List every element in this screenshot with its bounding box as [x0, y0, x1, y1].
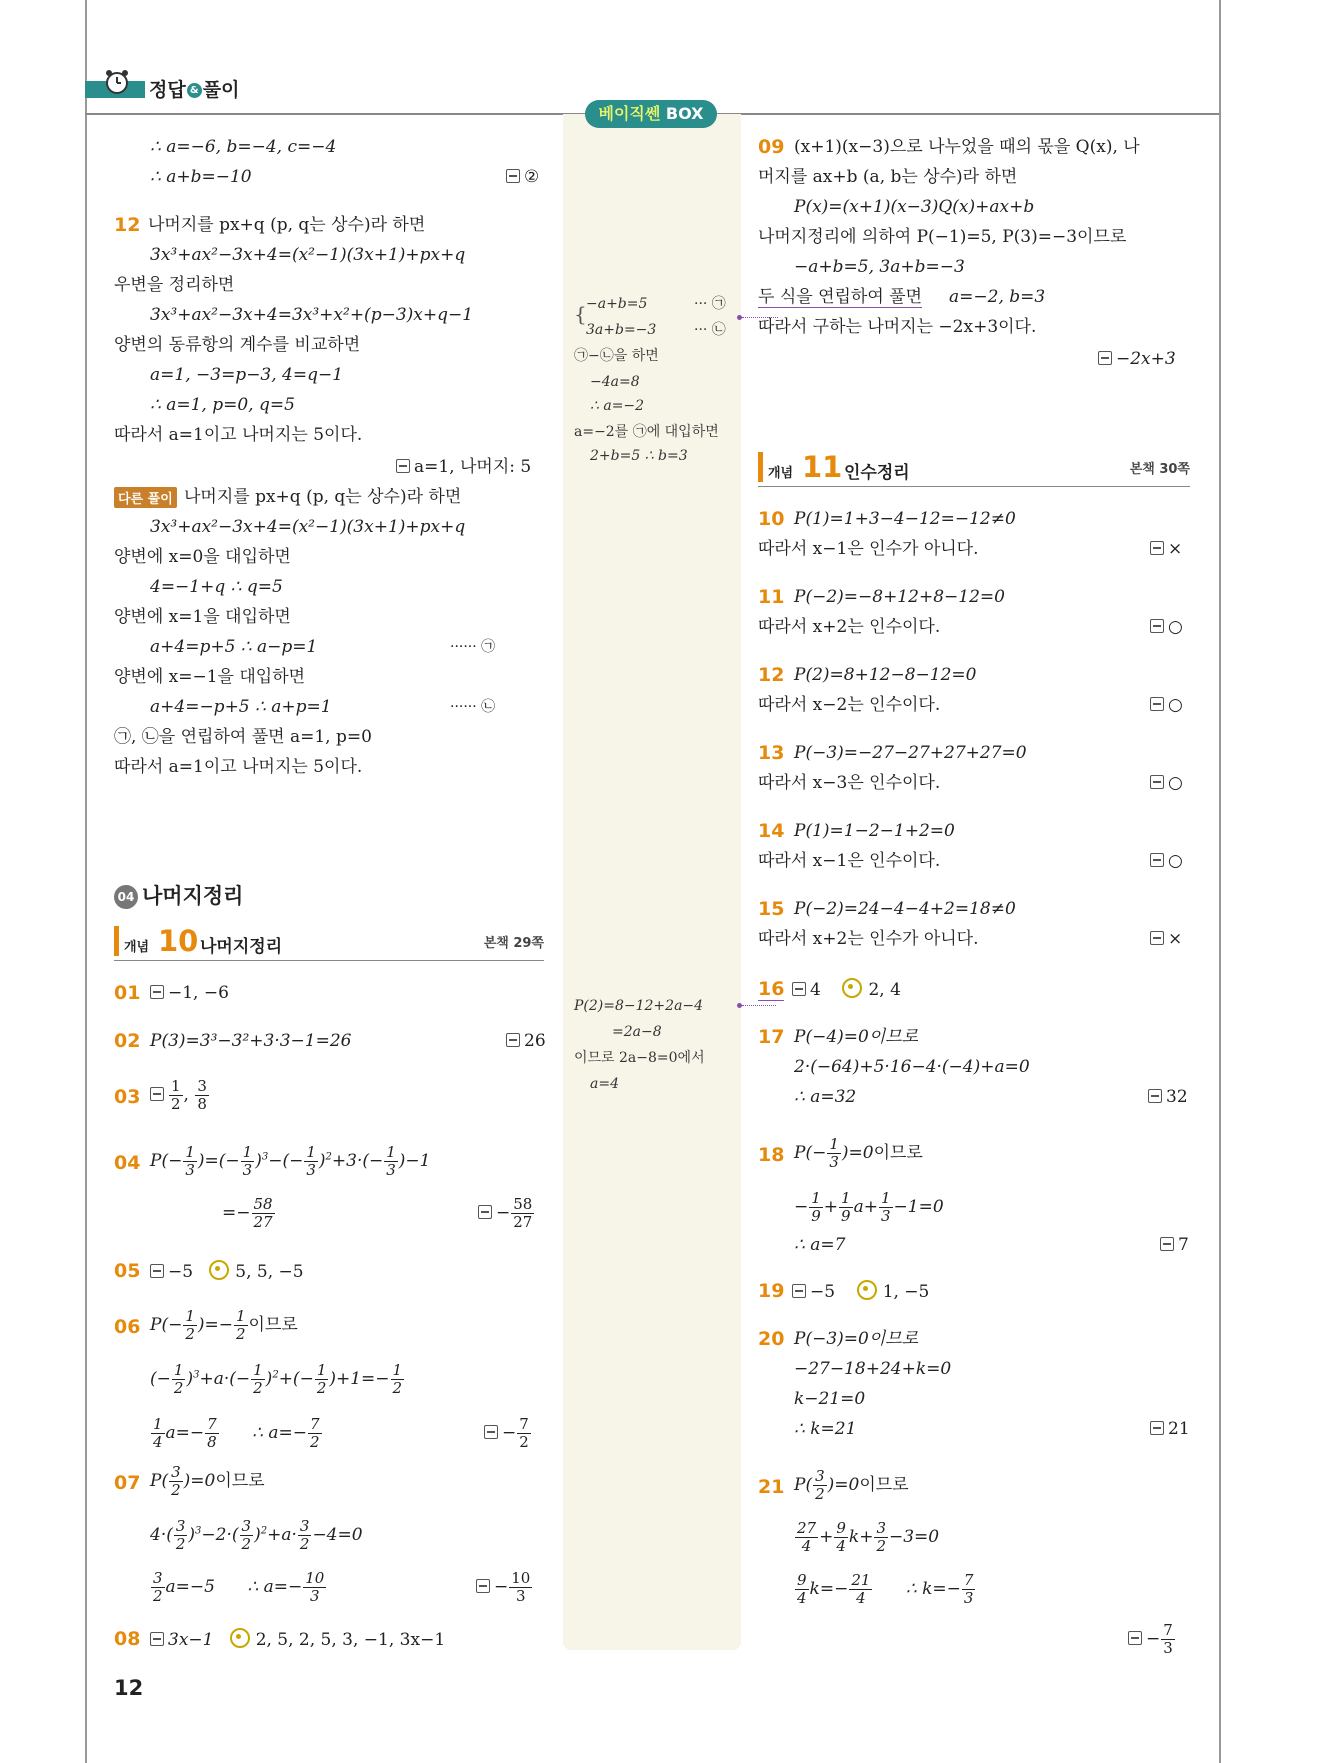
math-line: P(−4)=0이므로 — [794, 1027, 919, 1047]
problem-number: 21 — [758, 1476, 785, 1498]
box-line: −a+b=5 — [586, 296, 648, 312]
problem-number: 08 — [114, 1628, 141, 1650]
answer: −1, −6 — [150, 982, 229, 1004]
answer: $\frac{1}{2}$ , $\frac{3}{8}$ — [150, 1078, 210, 1113]
math-line: a+4=p+5 ∴ a−p=1 — [150, 637, 318, 657]
math-line: P(− $\frac{1}{3}$ )=0이므로 — [794, 1135, 923, 1171]
problem-number: 17 — [758, 1026, 785, 1048]
page-number: 12 — [114, 1676, 144, 1700]
problem-number: 05 — [114, 1260, 141, 1282]
math-line: −27−18+24+k=0 — [794, 1359, 952, 1379]
header-title: 정답 & 풀이 — [149, 79, 240, 101]
answer-icon — [1150, 1421, 1164, 1435]
math-line: P(1)=1+3−4−12=−12≠0 — [794, 509, 1016, 529]
left-line: ∴ a+b=−10 — [150, 167, 252, 187]
answer-icon — [150, 1264, 164, 1278]
text-line: 따라서 구하는 나머지는 −2x+3이다. — [758, 317, 1037, 337]
math-line: $\frac{1}{4}$ a=− $\frac{7}{8}$ ∴ a=− $\frac{7}{2}$ — [153, 1415, 320, 1451]
math-line: P(− $\frac{1}{3}$ )=(− $\frac{1}{3}$ )$^3$−(− $\frac{1}{3}$ )$^2$+3·(− $\frac{1}{3}$ )−1 — [150, 1143, 431, 1179]
concept-header: 개념 10 나머지정리 본책 29쪽 — [114, 926, 544, 961]
brace: { — [574, 302, 587, 326]
problem-number: 04 — [114, 1152, 141, 1174]
problem-number: 07 — [114, 1472, 141, 1494]
box-line: 3a+b=−3 — [586, 322, 657, 338]
answer: ○ — [1150, 850, 1183, 872]
answer: 4 2, 4 — [792, 978, 901, 1001]
text-line: 우변을 정리하면 — [114, 275, 235, 295]
math-line: =− $\frac{58}{27}$ — [222, 1195, 273, 1231]
text-line: 머지를 ax+b (a, b는 상수)라 하면 — [758, 167, 1018, 187]
box-marker: ··· ㉠ — [694, 296, 726, 312]
problem-number: 03 — [114, 1086, 141, 1108]
math-line: P(− $\frac{1}{2}$ )=− $\frac{1}{2}$ 이므로 — [150, 1307, 298, 1343]
box-line: −4a=8 — [590, 374, 640, 390]
text-line: 나머지정리에 의하여 P(−1)=5, P(3)=−3이므로 — [758, 227, 1127, 247]
problem-number: 20 — [758, 1328, 785, 1350]
box-line: ∴ a=−2 — [590, 398, 645, 414]
text-line: 나머지를 px+q (p, q는 상수)라 하면 — [184, 487, 462, 507]
equation-marker: ······ ㉡ — [450, 699, 496, 715]
answer-icon — [1098, 351, 1112, 365]
answer: −5 5, 5, −5 — [150, 1260, 304, 1283]
math-line: ∴ a=32 — [794, 1087, 857, 1107]
math-line: a+4=−p+5 ∴ a+p=1 — [150, 697, 332, 717]
problem-number: 16 — [758, 978, 785, 1000]
answer: 26 — [506, 1030, 546, 1052]
text-line: 양변에 x=0을 대입하면 — [114, 547, 291, 567]
answer: 3x−1 2, 5, 2, 5, 3, −1, 3x−1 — [150, 1628, 445, 1651]
text-line: 따라서 x−2는 인수이다. — [758, 695, 941, 715]
problem-number: 13 — [758, 742, 785, 764]
math-line: 4·( $\frac{3}{2}$ )$^3$−2·( $\frac{3}{2}$ )$^2$+a· $\frac{3}{2}$ −4=0 — [150, 1517, 363, 1553]
math-line: 3x³+ax²−3x+4=(x²−1)(3x+1)+px+q — [150, 517, 466, 537]
problem-number: 09 — [758, 136, 785, 158]
text-line: 따라서 x+2는 인수이다. — [758, 617, 941, 637]
answer: a=1, 나머지: 5 — [396, 456, 531, 478]
math-line: ∴ a=7 — [794, 1235, 846, 1255]
answer: ② — [506, 166, 539, 188]
answer-icon — [396, 459, 410, 473]
box-line: 2+b=5 ∴ b=3 — [590, 448, 688, 464]
text-line: 따라서 a=1이고 나머지는 5이다. — [114, 425, 363, 445]
problem-number: 01 — [114, 982, 141, 1004]
answer-icon — [476, 1579, 490, 1593]
box-marker: ··· ㉡ — [694, 322, 726, 338]
math-line: 2·(−64)+5·16−4·(−4)+a=0 — [794, 1057, 1030, 1077]
problem-number: 10 — [758, 508, 785, 530]
text-line: 양변의 동류항의 계수를 비교하면 — [114, 335, 361, 355]
concept-header: 개념 11 인수정리 본책 30쪽 — [758, 452, 1190, 487]
problem-number: 18 — [758, 1144, 785, 1166]
alt-solution-badge: 다른 풀이 — [114, 487, 177, 508]
math-line: P(−3)=0이므로 — [794, 1329, 919, 1349]
math-line: ∴ a=1, p=0, q=5 — [150, 395, 295, 415]
answer-icon — [506, 1033, 520, 1047]
math-line: P(−2)=−8+12+8−12=0 — [794, 587, 1005, 607]
math-line: $\frac{27}{4}$ + $\frac{9}{4}$ k+ $\frac{3}{2}$ −3=0 — [797, 1519, 940, 1555]
answer-icon — [792, 1284, 806, 1298]
answer: ○ — [1150, 694, 1183, 716]
problem-number: 12 — [758, 664, 785, 686]
text-line: 따라서 x−1은 인수이다. — [758, 851, 941, 871]
answer-icon — [484, 1425, 498, 1439]
answer: − $\frac{7}{3}$ — [1128, 1622, 1176, 1657]
problem-number: 19 — [758, 1280, 785, 1302]
basic-box-column — [563, 114, 741, 1650]
math-line: ∴ k=21 — [794, 1419, 857, 1439]
math-line: P(−2)=24−4−4+2=18≠0 — [794, 899, 1016, 919]
answer-icon — [150, 1087, 164, 1101]
text-line: (x+1)(x−3)으로 나누었을 때의 몫을 Q(x), 나 — [794, 137, 1140, 157]
answer-icon — [1150, 931, 1164, 945]
answer-icon — [792, 982, 806, 996]
answer-icon — [1148, 1089, 1162, 1103]
answer: − $\frac{58}{27}$ — [478, 1196, 535, 1231]
connector-line — [742, 1005, 776, 1006]
text-line: 나머지를 px+q (p, q는 상수)라 하면 — [148, 215, 426, 235]
problem-number: 14 — [758, 820, 785, 842]
answer-icon — [1150, 853, 1164, 867]
answer: − $\frac{10}{3}$ — [476, 1570, 533, 1605]
box-line: a=−2를 ㉠에 대입하면 — [574, 424, 719, 440]
text-line: ㉠, ㉡을 연립하여 풀면 a=1, p=0 — [114, 727, 372, 747]
target-icon — [230, 1628, 250, 1648]
text-line: 따라서 x−1은 인수가 아니다. — [758, 539, 979, 559]
clock-icon — [103, 68, 131, 96]
text-line: 양변에 x=1을 대입하면 — [114, 607, 291, 627]
left-line: ∴ a=−6, b=−4, c=−4 — [150, 137, 337, 157]
answer: ○ — [1150, 772, 1183, 794]
problem-number: 11 — [758, 586, 785, 608]
math-line: $\frac{9}{4}$ k=− $\frac{21}{4}$ ∴ k=− $\frac{7}{3}$ — [797, 1571, 974, 1607]
text-line: 따라서 x+2는 인수가 아니다. — [758, 929, 979, 949]
section-title: 04 나머지정리 — [114, 880, 243, 910]
answer-icon — [1150, 775, 1164, 789]
math-line: P(−3)=−27−27+27+27=0 — [794, 743, 1027, 763]
answer-icon — [1128, 1631, 1142, 1645]
math-line: − $\frac{1}{9}$ + $\frac{1}{9}$ a+ $\frac{1}{3}$ −1=0 — [794, 1189, 944, 1225]
answer: −2x+3 — [1098, 348, 1176, 370]
math-line: −a+b=5, 3a+b=−3 — [794, 257, 965, 277]
box-line: a=4 — [590, 1076, 619, 1092]
math-line: k−21=0 — [794, 1389, 866, 1409]
answer: × — [1150, 538, 1182, 560]
math-line: a=1, −3=p−3, 4=q−1 — [150, 365, 344, 385]
math-line: P( $\frac{3}{2}$ )=0이므로 — [150, 1463, 265, 1499]
equation-marker: ······ ㉠ — [450, 639, 496, 655]
problem-number: 15 — [758, 898, 785, 920]
answer-icon — [506, 169, 520, 183]
answer-icon — [150, 985, 164, 999]
target-icon — [209, 1260, 229, 1280]
math-line: (− $\frac{1}{2}$ )$^3$+a·(− $\frac{1}{2}$ )$^2$+(− $\frac{1}{2}$ )+1=− $\frac{1}{2}$ — [150, 1361, 403, 1397]
target-icon — [857, 1280, 877, 1300]
problem-number: 06 — [114, 1316, 141, 1338]
answer-icon — [150, 1632, 164, 1646]
text-line: 두 식을 연립하여 풀면 a=−2, b=3 — [758, 287, 1046, 307]
answer-icon — [1150, 697, 1164, 711]
math-line: 3x³+ax²−3x+4=(x²−1)(3x+1)+px+q — [150, 245, 466, 265]
answer-icon — [1160, 1237, 1174, 1251]
math-line: P(2)=8+12−8−12=0 — [794, 665, 977, 685]
answer-icon — [1150, 619, 1164, 633]
box-line: =2a−8 — [612, 1024, 662, 1040]
basic-box-label: 베이직쎈 BOX — [585, 100, 717, 128]
math-line: P(x)=(x+1)(x−3)Q(x)+ax+b — [794, 197, 1035, 217]
answer-icon — [478, 1205, 492, 1219]
answer: − $\frac{7}{2}$ — [484, 1416, 532, 1451]
problem-number: 12 — [114, 214, 141, 236]
math-line: $\frac{3}{2}$ a=−5 ∴ a=− $\frac{10}{3}$ — [153, 1569, 325, 1605]
problem-number: 02 — [114, 1030, 141, 1052]
box-line: ㉠−㉡을 하면 — [574, 348, 659, 364]
math-line: P(1)=1−2−1+2=0 — [794, 821, 955, 841]
answer: ○ — [1150, 616, 1183, 638]
box-line: 이므로 2a−8=0에서 — [574, 1050, 705, 1066]
math-line: 4=−1+q ∴ q=5 — [150, 577, 283, 597]
box-line: P(2)=8−12+2a−4 — [574, 998, 704, 1014]
answer: 7 — [1160, 1234, 1189, 1256]
math-line: P(3)=3³−3²+3·3−1=26 — [150, 1031, 352, 1051]
target-icon — [842, 978, 862, 998]
answer-icon — [1150, 541, 1164, 555]
text-line: 양변에 x=−1을 대입하면 — [114, 667, 306, 687]
answer: 21 — [1150, 1418, 1190, 1440]
math-line: P( $\frac{3}{2}$ )=0이므로 — [794, 1467, 909, 1503]
answer: 32 — [1148, 1086, 1188, 1108]
math-line: 3x³+ax²−3x+4=3x³+x²+(p−3)x+q−1 — [150, 305, 474, 325]
answer: −5 1, −5 — [792, 1280, 929, 1303]
text-line: 따라서 a=1이고 나머지는 5이다. — [114, 757, 363, 777]
text-line: 따라서 x−3은 인수이다. — [758, 773, 941, 793]
answer: × — [1150, 928, 1182, 950]
